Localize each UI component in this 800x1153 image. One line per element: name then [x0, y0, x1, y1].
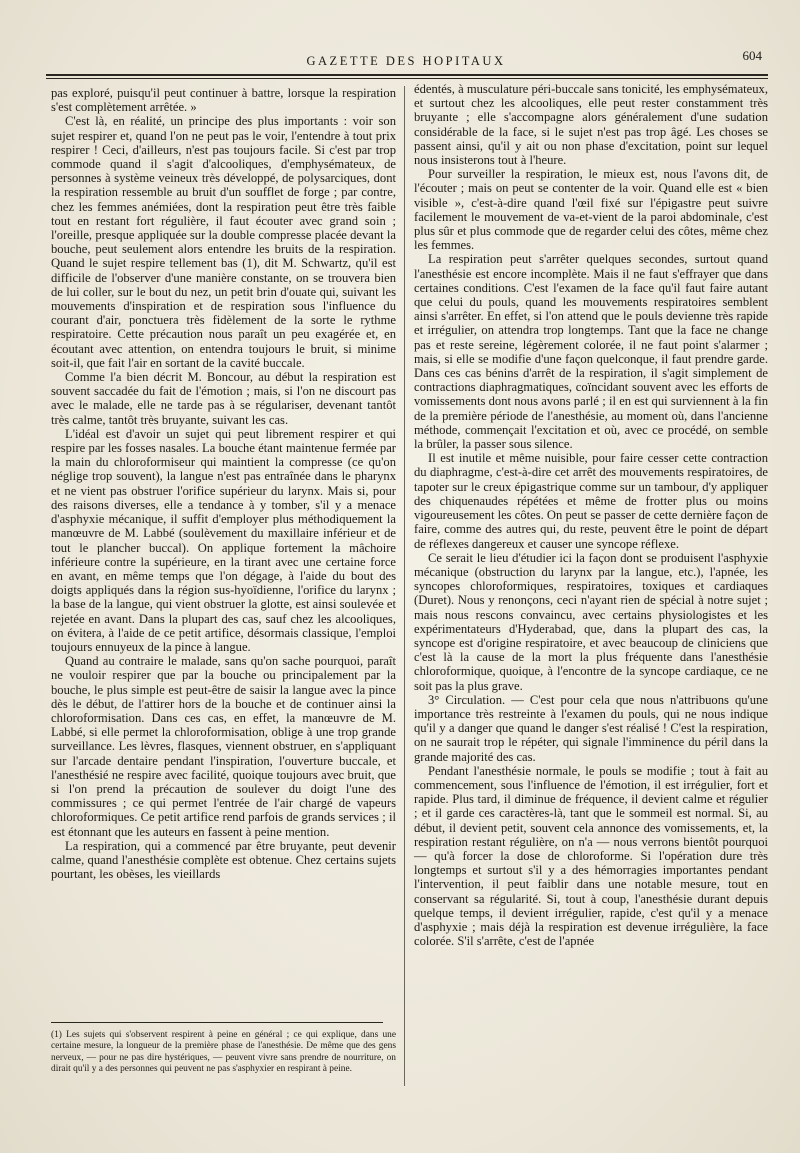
paragraph: Quand au contraire le malade, sans qu'on sache pourquoi, paraît ne vouloir respirer que par la bouche ou principalement par la bouche, le plus simple est peut-être de saisir la langue avec la pince dès le début, de l'attirer hors de la bouche et de continuer ainsi la chloroformisation. Dans ces cas, en effet, la manœuvre de M. Labbé, si elle permet la chloroformisation, oblige à une trop grande surveillance. Les lèvres, flasques, viennent obstruer, en s'appliquant sur l'arcade dentaire pendant l'inspiration, l'ouverture buccale, et l'anesthésié ne respire avec facilité, quoique toujours avec bruit, que si l'on prend la précaution de soulever du doigt l'une des commissures ; ce qui permet l'entrée de l'air chargé de vapeurs chloroformiques. Ce petit artifice rend parfois de grands services ; il est étonnant que les auteurs en fassent à peine mention.	[51, 654, 396, 839]
paragraph: Ce serait le lieu d'étudier ici la façon dont se produisent l'asphyxie mécanique (obstruction du larynx par la langue, etc.), l'apnée, les syncopes chloroformiques, respiratoires, toxiques et cardiaques (Duret). Nous y renonçons, ceci n'ayant rien de spécial à notre sujet ; mais nous rescons convaincu, avec certains physiologistes et les expérimentateurs d'Hyderabad, que, dans la plupart des cas, la syncope est d'origine respiratoire, et avec beaucoup de cliniciens que c'est là la cause de la mort la plus fréquente dans l'anesthésie chloroformique, quoique, à l'encontre de la syncope cardiaque, ce ne soit pas la plus grave.	[414, 550, 768, 693]
paragraph: Pour surveiller la respiration, le mieux est, nous l'avons dit, de l'écouter ; mais on peut se contenter de la voir. Quand elle est « bien visible », c'est-à-dire quand l'œil fixé sur l'épigastre peut suivre facilement le mouvement de va-et-vient de la paroi abdominale, c'est plus sûr et plus commode que de regarder celui des côtes, même chez les femmes.	[414, 167, 768, 253]
paragraph: L'idéal est d'avoir un sujet qui peut librement respirer et qui respire par les fosses nasales. La bouche étant maintenue fermée par la main du chloroformiseur qui maintient la compresse (ce qu'on néglige trop souvent), la langue n'est pas entraînée dans le pharynx et ne vient pas obstruer l'orifice supérieur du larynx. Mais si, pour des raisons diverses, elle a tendance à y tomber, s'il y a menace d'asphyxie mécanique, il suffit d'employer plus méthodiquement la manœuvre de M. Labbé (soulèvement du maxillaire inférieur et de tout le plancher buccal). On applique fortement la mâchoire inférieure contre la supérieure, en la tirant avec une certaine force en avant, en même temps que l'on dégage, à l'aide du bout des doigts appliqués dans la région sus-hyoïdienne, l'orifice du larynx ; la base de la langue, qui vient obstruer la glotte, est ainsi soulevée et rejetée en avant. Dans la plupart des cas, sauf chez les alcooliques, on évitera, à l'aide de ce petit artifice, désormais classique, l'emploi toujours ennuyeux de la pince à langue.	[51, 426, 396, 654]
paragraph: Il est inutile et même nuisible, pour faire cesser cette contraction du diaphragme, c'est-à-dire cet arrêt des mouvements respiratoires, de tapoter sur le creux épigastrique comme sur un tambour, d'y appliquer des chiquenaudes répétées et même de frotter plus ou moins vigoureusement les côtes. On peut se passer de cette dernière façon de faire, comme des autres qui, du reste, peuvent être le point de départ de réflexes dangereux et causer une syncope réflexe.	[414, 451, 768, 551]
column-divider	[404, 86, 405, 1086]
page-header	[46, 48, 766, 72]
paragraph: édentés, à musculature péri-buccale sans tonicité, les emphysémateux, et surtout chez les alcooliques, elle peut rester constamment très bruyante ; elle s'accompagne alors généralement d'une sudation considérable de la face, si le sujet n'est pas trop âgé. Les choses se passent ainsi, qu'il y ait ou non phase d'excitation, point sur lequel nous insisterons tout à l'heure.	[414, 82, 768, 168]
left-column	[51, 86, 396, 881]
right-column	[414, 82, 768, 948]
header-rule-thick	[46, 74, 768, 76]
paragraph: La respiration peut s'arrêter quelques secondes, surtout quand l'anesthésie est encore incomplète. Mais il ne faut s'effrayer que dans certaines conditions. C'est l'examen de la face qu'il faut faire autant que celui du pouls, quand les mouvements respiratoires semblent ainsi s'arrêter. En effet, si l'on attend que le pouls devienne très rapide et irrégulier, on attendra trop longtemps. Tant que la face ne change pas et reste sereine, légèrement colorée, il ne faut point s'alarmer ; mais, si elle se modifie d'une façon quelconque, il faut prendre garde. Dans ces cas bénins d'arrêt de la respiration, il s'agit simplement de contractions diaphragmatiques, coïncidant souvent avec les efforts de vomissements dont nous avons parlé ; il en est qui surviennent à la fin de la première période de l'anesthésie, au moment où, dans l'ancienne méthode, commençait l'excitation et où, avec ce procédé, on semble la brûler, la passer sous silence.	[414, 252, 768, 452]
paragraph: pas exploré, puisqu'il peut continuer à battre, lorsque la respiration s'est complètement arrêtée. »	[51, 86, 396, 115]
paragraph: 3° Circulation. — C'est pour cela que nous n'attribuons qu'une importance très restreinte à l'examen du pouls, qui ne nous indique qu'il y a danger que quand le danger s'est réalisé ! C'est la respiration, on ne saurait trop le répéter, qui signale l'imminence du péril dans la grande majorité des cas.	[414, 692, 768, 764]
header-rule-thin	[46, 78, 768, 79]
running-title: GAZETTE DES HOPITAUX	[306, 54, 506, 68]
footnote: (1) Les sujets qui s'observent respirent à peine en général ; ce qui explique, dans une certaine mesure, la longueur de la première phase de l'anesthésie. De même que des gens nerveux, — pour ne pas dire hystériques, — peuvent vivre sans prendre de nourriture, on dirait qu'il y a des personnes qui peuvent ne pas s'asphyxier en respirant à peine.	[51, 1030, 396, 1075]
footnote-rule	[51, 1022, 383, 1023]
paragraph: C'est là, en réalité, un principe des plus importants : voir son sujet respirer et, quand l'on ne peut pas le voir, l'entendre à tout prix respirer ! Ceci, d'ailleurs, n'est pas toujours facile. Si c'est par trop commode quand il s'agit d'alcooliques, d'emphysémateux, de personnes à système veineux très développé, de polysarciques, dont la respiration ressemble au bruit d'un soufflet de forge ; par contre, chez les femmes anémiées, dont la respiration peut être très faible tout en restant fort régulière, il faut écouter avec grand soin ; l'oreille, presque appliquée sur la double compresse placée devant la bouche, peut seulement alors entendre les bruits de la respiration. Quand le sujet respire tellement bas (1), dit M. Schwartz, qu'il est difficile de l'observer d'une manière constante, on se trouvera bien de lui coller, sur le bout du nez, un petit brin d'ouate qui, suivant les mouvements d'inspiration et de respiration sous l'influence du courant d'air, ponctuera très fidèlement de la sorte le rythme respiratoire. Cette précaution nous paraît un peu exagérée et, en écoutant avec attention, on entendra toujours le bruit, si minime soit-il, que fait l'air en sortant de la cavité buccale.	[51, 114, 396, 370]
paragraph: La respiration, qui a commencé par être bruyante, peut devenir calme, quand l'anesthésie complète est obtenue. Chez certains sujets pourtant, les obèses, les vieillards	[51, 838, 396, 882]
paragraph: Pendant l'anesthésie normale, le pouls se modifie ; tout à fait au commencement, sous l'influence de l'émotion, il est irrégulier, fort et rapide. Plus tard, il diminue de fréquence, il devient calme et régulier ; et il garde ces caractères-là, tant que le sommeil est normal. Si, au début, il devient petit, souvent cela annonce des vomissements, et, la respiration restant régulière, on n'a — nous verrons bientôt pourquoi — qu'à forcer la dose de chloroforme. Si l'opération dure très longtemps et surtout s'il y a des hémorragies importantes pendant l'intervention, il peut faiblir dans une notable mesure, tout en conservant sa régularité. Si, tout à coup, l'anesthésie durant depuis quelque temps, il devient irrégulier, rapide, c'est qu'il y a menace d'asphyxie ; mais déjà la respiration est devenue irrégulière, la face colorée. S'il s'arrête, c'est de l'apnée	[414, 763, 768, 949]
page-number: 604	[742, 48, 762, 63]
paragraph: Comme l'a bien décrit M. Boncour, au début la respiration est souvent saccadée du fait de l'émotion ; mais, si l'on ne discourt pas avec le malade, elle ne tarde pas à se régulariser, devenant tantôt très calme, tantôt très bruyante, suivant les cas.	[51, 370, 396, 427]
